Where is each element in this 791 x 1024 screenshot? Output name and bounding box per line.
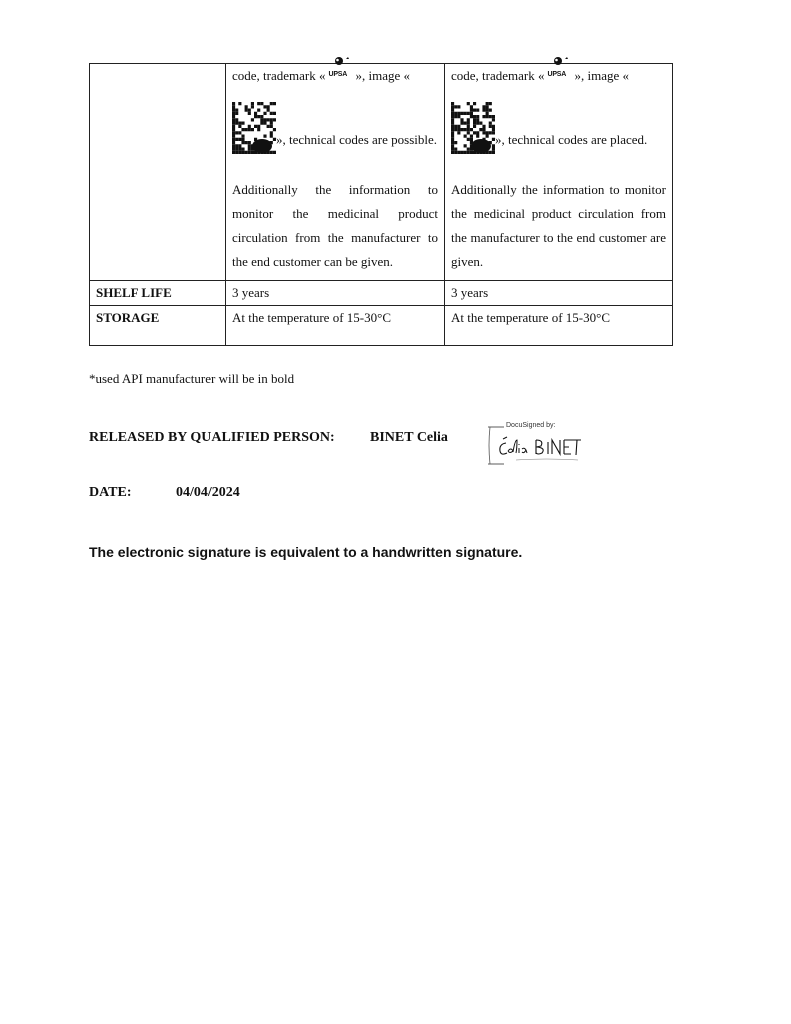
monitor-paragraph-a: Additionally the information to monitor the medicinal product circulation from the manufacturer to the end customer can be given. — [232, 182, 438, 269]
upsa-logo-icon — [545, 67, 573, 81]
datamatrix-code-icon — [451, 102, 495, 154]
row-label-shelf-life: SHELF LIFE — [90, 281, 226, 306]
date-label: DATE: — [89, 485, 132, 500]
date-line — [89, 485, 240, 501]
released-label: RELEASED BY QUALIFIED PERSON: — [89, 430, 335, 445]
cell-marking-possible: code, trademark « UPSA », image « », technical codes are possible. Additionally the information to monitor the medicinal product circulation from the manufacturer to the end customer can be given. — [226, 64, 445, 281]
monitor-paragraph-b: Additionally the information to monitor the medicinal product circulation from the manufacturer to the end customer are given. — [451, 182, 666, 269]
row-label-marking — [90, 64, 226, 281]
image-caption-a: », technical codes are possible. — [276, 132, 437, 147]
upsa-logo-text: UPSA — [328, 71, 348, 78]
docusign-header: DocuSigned by: — [506, 422, 556, 429]
upsa-logo-text: UPSA — [547, 71, 567, 78]
cell-marking-placed: code, trademark « UPSA », image « », technical codes are placed. Additionally the information to monitor the medicinal product circulation from the manufacturer to the end customer are given. — [445, 64, 673, 281]
storage-value-b: At the temperature of 15-30°C — [445, 306, 673, 346]
table-row-storage — [90, 306, 673, 346]
released-by-line — [89, 430, 448, 446]
docusign-signature — [486, 418, 596, 470]
electronic-signature-statement: The electronic signature is equivalent to a handwritten signature. — [89, 544, 523, 560]
upsa-logo-icon — [326, 67, 354, 81]
shelf-life-value-a: 3 years — [226, 281, 445, 306]
table-row-shelf-life — [90, 281, 673, 306]
image-caption-b: », technical codes are placed. — [495, 132, 648, 147]
api-manufacturer-note: *used API manufacturer will be in bold — [89, 371, 295, 386]
datamatrix-code-icon — [232, 102, 276, 154]
row-label-storage: STORAGE — [90, 306, 226, 346]
table-row-marking — [90, 64, 673, 281]
date-value: 04/04/2024 — [176, 485, 240, 500]
qualified-person-name: BINET Celia — [370, 430, 448, 445]
shelf-life-value-b: 3 years — [445, 281, 673, 306]
specification-table — [89, 63, 673, 346]
storage-value-a: At the temperature of 15-30°C — [226, 306, 445, 346]
